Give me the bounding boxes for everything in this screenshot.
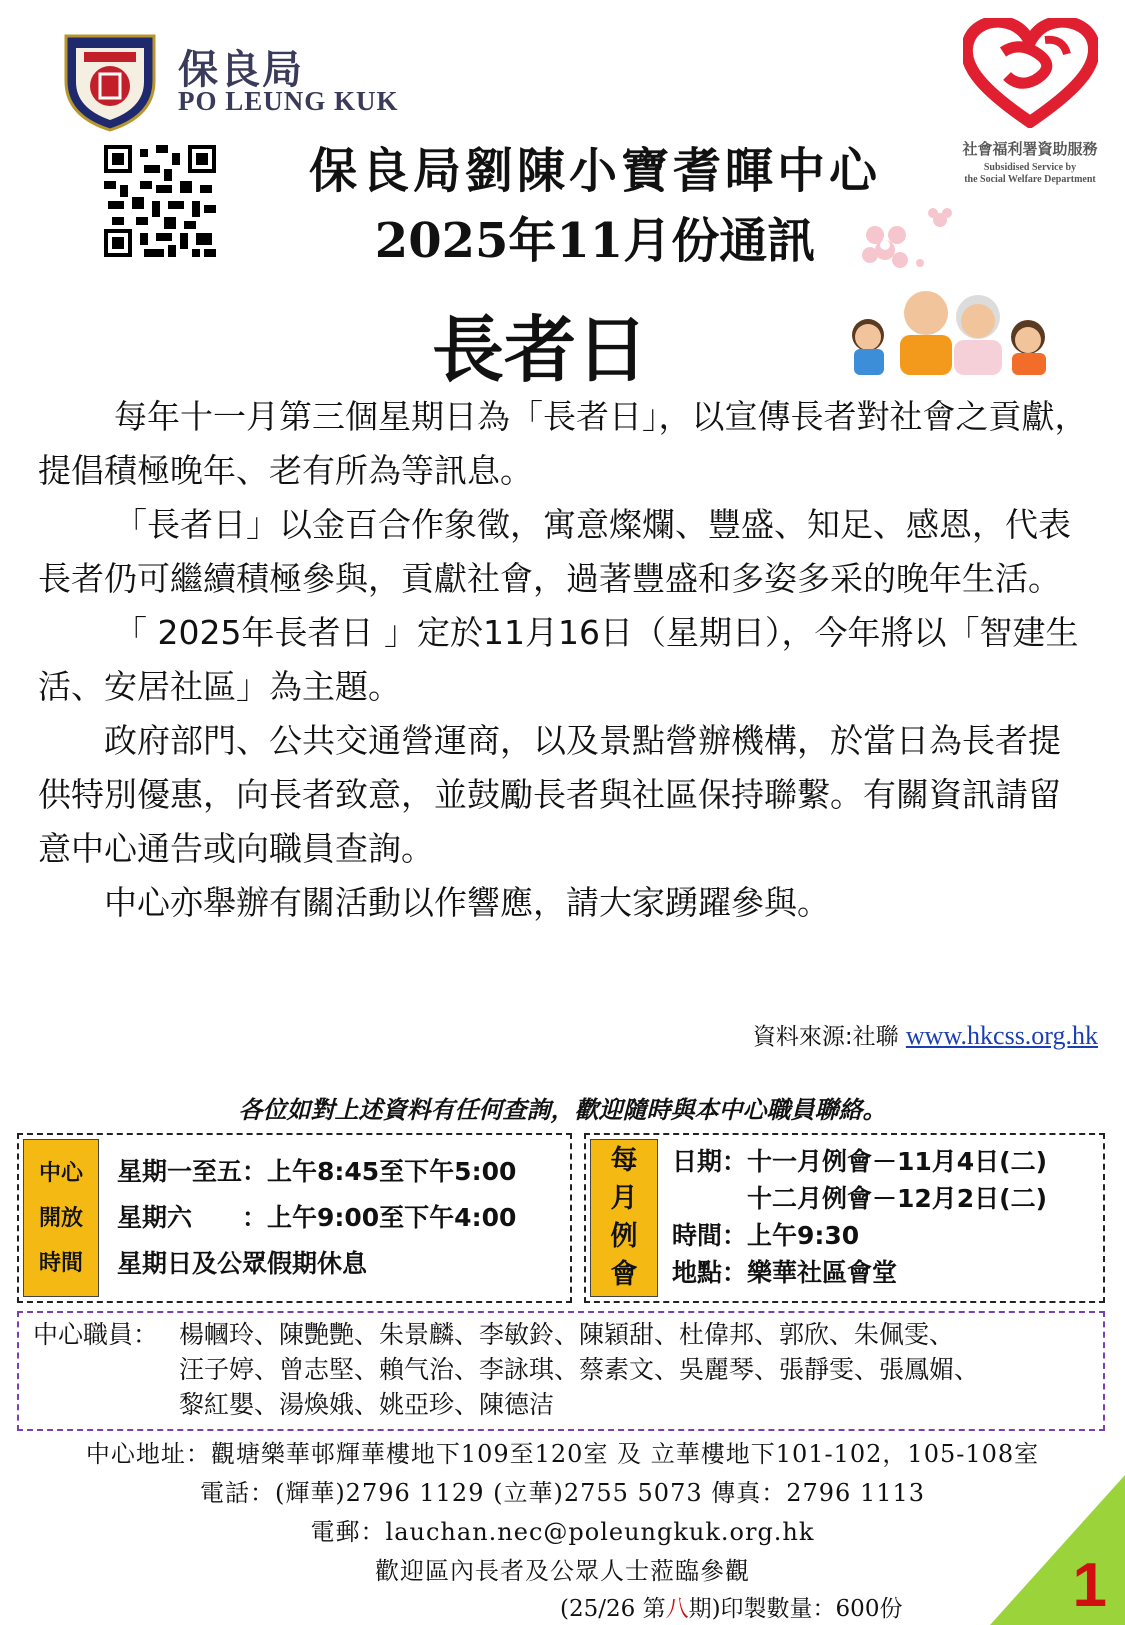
edition-prefix: (25/26 第 — [560, 1596, 666, 1622]
page-number: 1 — [1072, 1551, 1107, 1620]
source-credit — [600, 1018, 1098, 1051]
enquiry-note: 各位如對上述資料有任何查詢，歡迎隨時與本中心職員聯絡。 — [238, 1096, 887, 1124]
monthly-meeting-box — [584, 1133, 1105, 1303]
org-name-chinese: 保良局 — [178, 46, 304, 93]
qr-code-icon[interactable] — [104, 145, 216, 257]
paragraph-symbol: 「長者日」以金百合作象徵，寓意燦爛、豐盛、知足、感恩，代表長者仍可繼續積極參與，貢獻社會，過著豐盛和多姿多采的晚年生活。 — [38, 505, 1071, 598]
edition-number: 八 — [665, 1596, 689, 1622]
staff-names — [179, 1317, 1095, 1422]
swd-label-english — [940, 162, 1120, 186]
staff-line: 汪子婷、曾志堅、賴气治、李詠琪、蔡素文、吳麗琴、張靜雯、張鳳媚、 — [179, 1355, 980, 1384]
paragraph-concessions: 政府部門、公共交通營運商，以及景點營辦機構，於當日為長者提供特別優惠，向長者致意，並鼓勵長者與社區保持聯繫。有關資訊請留意中心通告或向職員查詢。 — [38, 721, 1061, 868]
swd-label-english-line1: Subsidised Service by — [983, 162, 1077, 173]
paragraph-intro: 每年十一月第三個星期日為「長者日」，以宣傳長者對社會之貢獻，提倡積極晚年、老有所為等訊息。 — [38, 397, 1088, 490]
opening-hours-tag — [23, 1139, 99, 1297]
tag-line: 開放 — [38, 1205, 83, 1231]
swd-heart-logo — [963, 18, 1098, 128]
hours-saturday: 星期六 ：上午9:00至下午4:00 — [117, 1203, 517, 1232]
source-link[interactable]: www.hkcss.org.hk — [905, 1021, 1098, 1050]
center-phone: 電話：(輝華)2796 1129 (立華)2755 5073 傳真：2796 1113 — [199, 1479, 926, 1507]
tag-line: 時間 — [38, 1250, 83, 1276]
tag-line: 月 — [610, 1183, 638, 1214]
staff-label: 中心職員： — [33, 1320, 159, 1349]
center-email[interactable]: 電郵：lauchan.nec@poleungkuk.org.hk — [310, 1518, 815, 1546]
staff-list-box — [17, 1311, 1105, 1431]
tag-line: 會 — [610, 1259, 638, 1290]
staff-line: 楊幗玲、陳艷艷、朱景麟、李敏鈴、陳穎甜、杜偉邦、郭欣、朱佩雯、 — [179, 1320, 955, 1349]
paragraph-theme: 「 2025年長者日 」定於11月16日（星期日），今年將以「智建生活、安居社區」為主題。 — [38, 613, 1079, 706]
hours-sunday: 星期日及公眾假期休息 — [117, 1249, 368, 1278]
meeting-venue: 地點：樂華社區會堂 — [672, 1258, 898, 1287]
newsletter-title: 保良局劉陳小寶耆暉中心 — [308, 143, 881, 199]
tag-line: 中心 — [38, 1160, 83, 1186]
meeting-time: 時間：上午9:30 — [672, 1221, 860, 1250]
swd-label-chinese: 社會福利署資助服務 — [962, 140, 1098, 158]
meeting-date-november: 日期：十一月例會－11月4日(二) — [672, 1147, 1048, 1176]
org-name-english: PO LEUNG KUK — [178, 86, 399, 116]
center-address: 中心地址：觀塘樂華邨輝華樓地下109至120室 及 立華樓地下101-102，105-108室 — [85, 1440, 1040, 1468]
welcome-note: 歡迎區內長者及公眾人士蒞臨參觀 — [375, 1557, 750, 1585]
source-label: 資料來源:社聯 — [752, 1024, 899, 1050]
tag-line: 每 — [610, 1145, 638, 1176]
staff-line: 黎紅嬰、湯煥娥、姚亞珍、陳德洁 — [179, 1390, 555, 1419]
contact-footer — [0, 1435, 1125, 1591]
opening-hours-list — [117, 1149, 564, 1287]
monthly-meeting-tag — [590, 1139, 658, 1297]
edition-suffix: 期)印製數量：600份 — [688, 1596, 903, 1622]
opening-hours-box — [17, 1133, 572, 1303]
tag-line: 例 — [610, 1221, 638, 1252]
meeting-date-december: 十二月例會－12月2日(二) — [672, 1184, 1048, 1213]
hours-weekday: 星期一至五：上午8:45至下午5:00 — [117, 1157, 517, 1186]
po-leung-kuk-crest-logo — [58, 26, 162, 134]
monthly-meeting-list — [672, 1143, 1099, 1291]
swd-label-english-line2: the Social Welfare Department — [964, 174, 1096, 185]
article-body — [38, 390, 1088, 930]
paragraph-activities: 中心亦舉辦有關活動以作響應，請大家踴躍參與。 — [104, 883, 830, 922]
main-heading: 長者日 — [431, 308, 648, 392]
newsletter-subtitle: 2025年11月份通訊 — [374, 213, 816, 269]
edition-info — [560, 1590, 902, 1623]
